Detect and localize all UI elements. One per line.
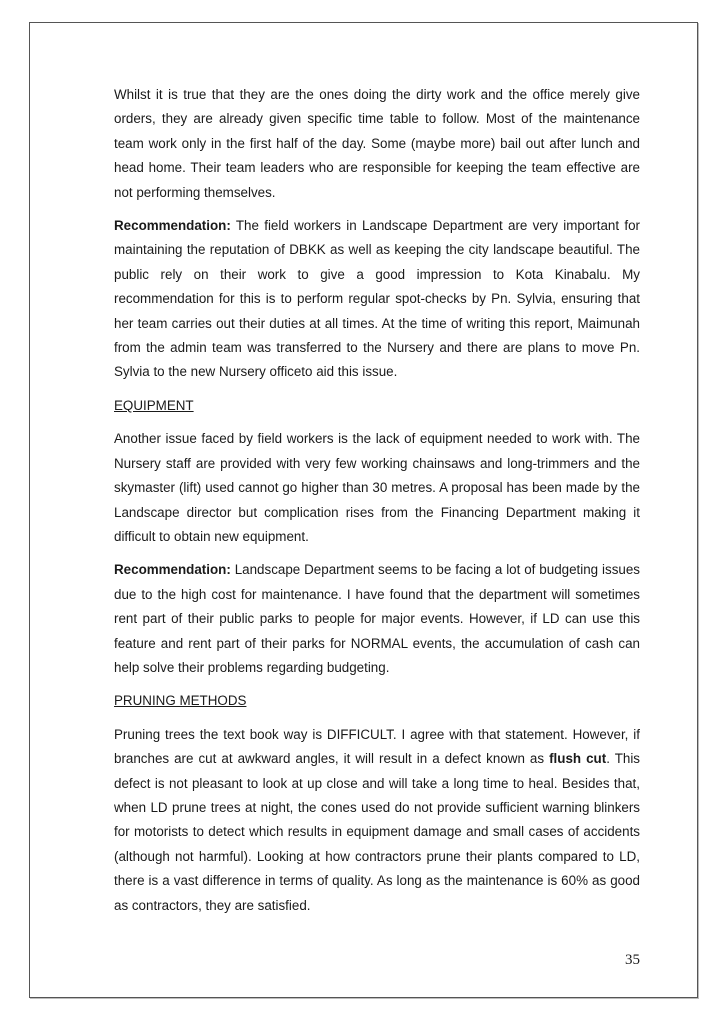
recommendation-label: Recommendation:	[114, 562, 231, 578]
pruning-text-end: . This defect is not pleasant to look at up close and will take a long time to heal. Besides that, when LD prune trees at night, the cones used do not provide sufficient warning blinkers for motorists to detect which results in equipment damage and small cases of accidents (although not harmful). Looking at how contractors prune their plants compared to LD, there is a vast difference in terms of quality. As long as the maintenance is 60% as good as contractors, they are satisfied.	[114, 751, 641, 913]
recommendation-label: Recommendation:	[114, 218, 231, 234]
paragraph-recommendation-2	[114, 558, 640, 680]
recommendation-text: The field workers in Landscape Department are very important for maintaining the reputation of DBKK as well as keeping the city landscape beautiful. The public rely on their work to give a good impression to Kota Kinabalu. My recommendation for this is to perform regular spot-checks by Pn. Sylvia, ensuring that her team carries out their duties at all times. At the time of writing this report, Maimunah from the admin team was transferred to the Nursery and there are plans to move Pn. Sylvia to the new Nursery officeto aid this issue.	[114, 218, 640, 380]
flush-cut-term: flush cut	[549, 751, 607, 767]
equipment-heading: EQUIPMENT	[114, 397, 194, 413]
pruning-methods-heading: PRUNING METHODS	[114, 693, 247, 709]
pruning-text-start: Pruning trees the text book way is DIFFICULT. I agree with that statement. However, if branches are cut at awkward angles, it will result in a defect known as	[114, 726, 640, 767]
page-number: 35	[625, 952, 640, 968]
document-body	[114, 83, 640, 927]
paragraph-work-habits: Whilst it is true that they are the ones doing the dirty work and the office merely give orders, they are already given specific time table to follow. Most of the maintenance team work only in the first half of the day. Some (maybe more) bail out after lunch and head home. Their team leaders who are responsible for keeping the team effective are not performing themselves.	[114, 87, 640, 200]
paragraph-equipment: Another issue faced by field workers is the lack of equipment needed to work with. The Nursery staff are provided with very few working chainsaws and long-trimmers and the skymaster (lift) used cannot go higher than 30 metres. A proposal has been made by the Landscape director but complication rises from the Financing Department making it difficult to obtain new equipment.	[114, 431, 640, 544]
recommendation-text: Landscape Department seems to be facing a lot of budgeting issues due to the high cost for maintenance. I have found that the department will sometimes rent part of their public parks to people for major events. However, if LD can use this feature and rent part of their parks for NORMAL events, the accumulation of cash can help solve their problems regarding budgeting.	[114, 562, 640, 675]
paragraph-pruning	[114, 723, 640, 918]
paragraph-recommendation-1	[114, 214, 640, 385]
